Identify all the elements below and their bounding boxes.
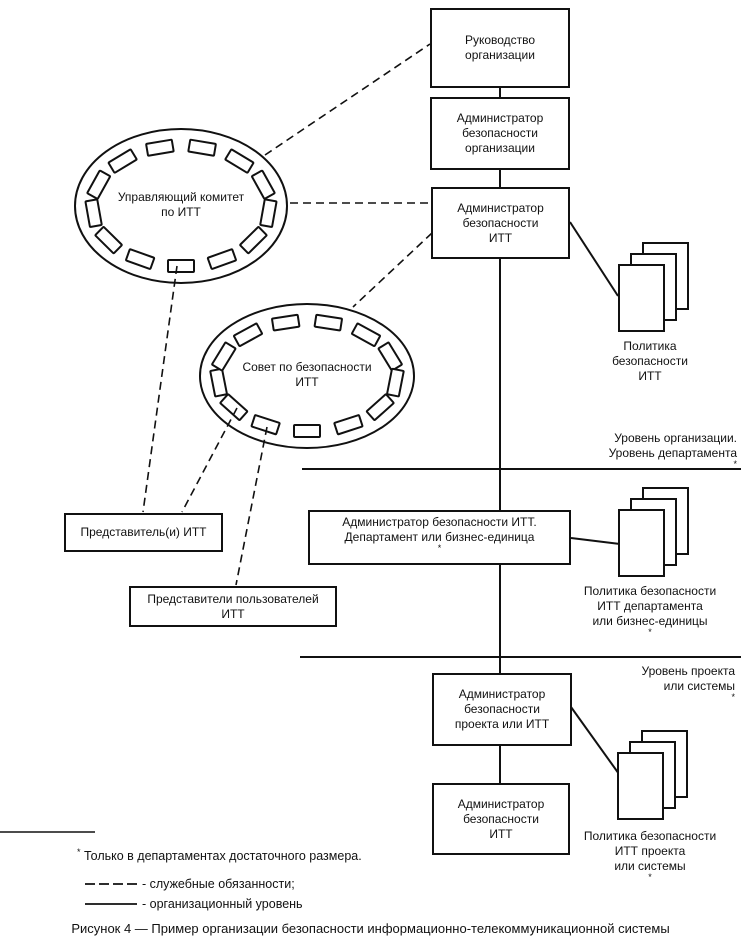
box-itt-security-admin [431, 187, 570, 259]
label-line: Уровень проекта [641, 664, 735, 678]
label-line: Администратор безопасности ИТТ. [342, 515, 537, 529]
policy-project-label [560, 829, 740, 889]
label-line: безопасности [462, 215, 539, 230]
label-line: Совет по безопасности [242, 360, 372, 374]
policy-itt-label [588, 339, 712, 384]
level-organization-label [500, 431, 737, 476]
duty-line-committee-itt-rep [143, 266, 177, 512]
label-line: по ИТТ [161, 205, 201, 219]
label-line: ИТТ департамента [597, 599, 703, 613]
document-icon [619, 265, 664, 331]
duty-line-council-itt-admin [353, 233, 432, 307]
label-line: ИТТ [488, 230, 513, 245]
document-icon [619, 510, 664, 576]
label-line: или бизнес-единицы * [592, 614, 708, 637]
box-itt-representative [64, 513, 223, 552]
label-line: безопасности [464, 702, 540, 716]
table-seat-segment [315, 315, 343, 331]
box-management [430, 8, 570, 88]
policy-itt-stack [619, 243, 688, 331]
label-line: безопасности [612, 354, 688, 368]
label-line: Уровень организации. [614, 431, 737, 445]
label-line: или системы * [614, 859, 686, 882]
label-line: или системы * [663, 679, 735, 702]
link-project-admin-policy [571, 707, 619, 774]
label-line: организации [465, 48, 535, 62]
footnote-asterisk: * [733, 459, 737, 469]
label-line: Представитель(и) ИТТ [80, 525, 207, 539]
policy-dept-label [558, 584, 741, 644]
label-line: ИТТ [221, 606, 245, 621]
table-seat-segment [272, 315, 300, 331]
duty-line-council-user-reps [236, 427, 267, 585]
duty-line-council-itt-rep [182, 408, 237, 512]
footnote-text [77, 846, 362, 864]
security-council-label [192, 360, 422, 390]
label-line: проекта или ИТТ [454, 717, 550, 731]
label-line: Администратор [458, 687, 546, 701]
label-line: ИТТ [489, 826, 513, 841]
footnote-asterisk: * [731, 692, 735, 702]
label-line: организации [465, 141, 535, 155]
level-project-label [498, 664, 735, 709]
label-line: Политика безопасности [583, 584, 717, 598]
footnote-asterisk: * [648, 872, 652, 882]
table-seat-segment [294, 425, 320, 437]
footnote-asterisk: * [648, 627, 652, 637]
policy-project-stack [618, 731, 687, 819]
label-line: Политика [623, 339, 677, 353]
label-line: безопасности [463, 811, 539, 826]
document-icon [618, 753, 663, 819]
box-itt-security-admin-bottom [432, 783, 570, 855]
label-line: Представители пользователей [147, 591, 319, 606]
label-line: Политика безопасности [583, 829, 717, 843]
label-line: Администратор [457, 200, 544, 215]
box-user-representatives [129, 586, 337, 627]
label-line: Руководство [464, 33, 536, 47]
label-line: Администратор [457, 796, 545, 811]
legend-dashed-label: - служебные обязанности; [142, 877, 295, 891]
duty-line-committee-management [265, 44, 430, 155]
box-dept-security-admin [308, 510, 571, 565]
footnote-asterisk: * [77, 846, 81, 857]
steering-committee-label [66, 190, 296, 220]
figure-caption: Рисунок 4 — Пример организации безопасности информационно-телекоммуникационной системы [71, 921, 670, 936]
legend-solid-label: - организационный уровень [142, 897, 303, 911]
label-line: ИТТ [295, 375, 319, 389]
link-itt-admin-policy [570, 222, 618, 296]
footnote-label: Только в департаментах достаточного размера. [84, 849, 362, 863]
label-line: Уровень департамента * [608, 446, 737, 469]
label-line: ИТТ [638, 369, 662, 383]
label-line: ИТТ проекта [614, 844, 686, 858]
link-dept-admin-policy [571, 538, 620, 544]
label-line: Администратор [456, 111, 544, 125]
label-line: Департамент или бизнес-единица * [344, 530, 535, 553]
label-line: безопасности [462, 126, 538, 140]
table-seat-segment [168, 260, 194, 272]
label-line: Управляющий комитет [117, 190, 245, 204]
footnote-asterisk: * [437, 543, 442, 553]
box-org-security-admin [430, 97, 570, 170]
policy-dept-stack [619, 488, 688, 576]
